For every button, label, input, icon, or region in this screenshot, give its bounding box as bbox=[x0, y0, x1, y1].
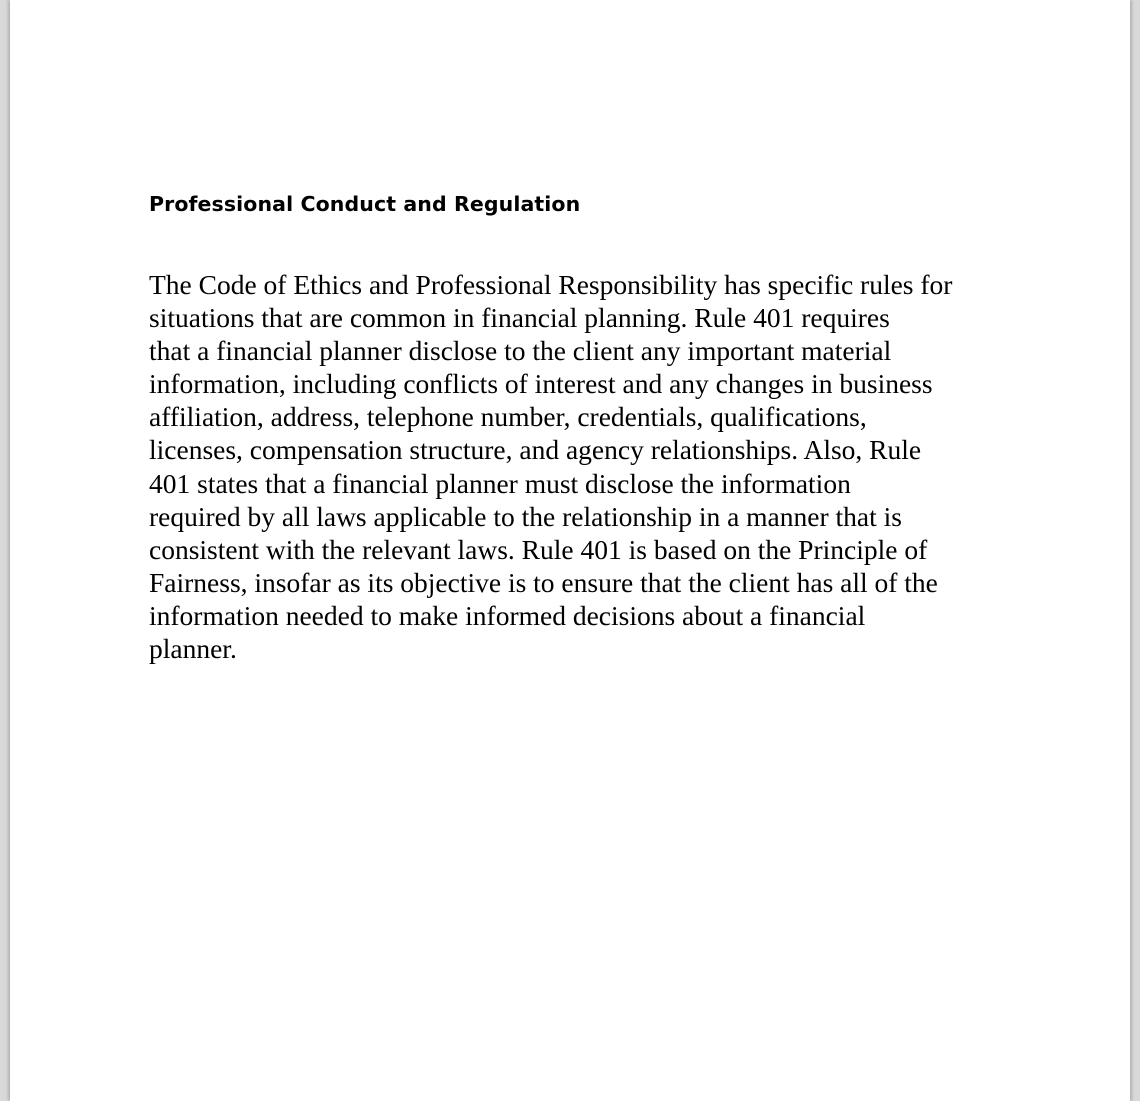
paragraph-line: information needed to make informed decisions about a financial bbox=[149, 599, 866, 631]
paragraph-line: The Code of Ethics and Professional Responsibility has specific rules for bbox=[149, 269, 953, 300]
section-heading: Professional Conduct and Regulation bbox=[149, 192, 581, 216]
paragraph-line: licenses, compensation structure, and agency relationships. Also, Rule bbox=[149, 434, 922, 466]
paragraph-line: affiliation, address, telephone number, credentials, qualifications, bbox=[149, 401, 867, 433]
paragraph-line: planner. bbox=[149, 633, 237, 665]
paragraph-line: that a financial planner disclose to the client any important material bbox=[149, 335, 892, 367]
paragraph-line: consistent with the relevant laws. Rule 401 is based on the Principle of bbox=[149, 533, 928, 565]
document-page bbox=[10, 0, 1130, 1101]
paragraph-line: required by all laws applicable to the relationship in a manner that is bbox=[149, 500, 902, 532]
paragraph-line: information, including conflicts of interest and any changes in business bbox=[149, 368, 933, 400]
paragraph-line: 401 states that a financial planner must disclose the information bbox=[149, 467, 851, 499]
paragraph-line: Fairness, insofar as its objective is to ensure that the client has all of the bbox=[149, 566, 938, 598]
paragraph-line: situations that are common in financial planning. Rule 401 requires bbox=[149, 302, 890, 334]
body-paragraph bbox=[149, 268, 1049, 665]
